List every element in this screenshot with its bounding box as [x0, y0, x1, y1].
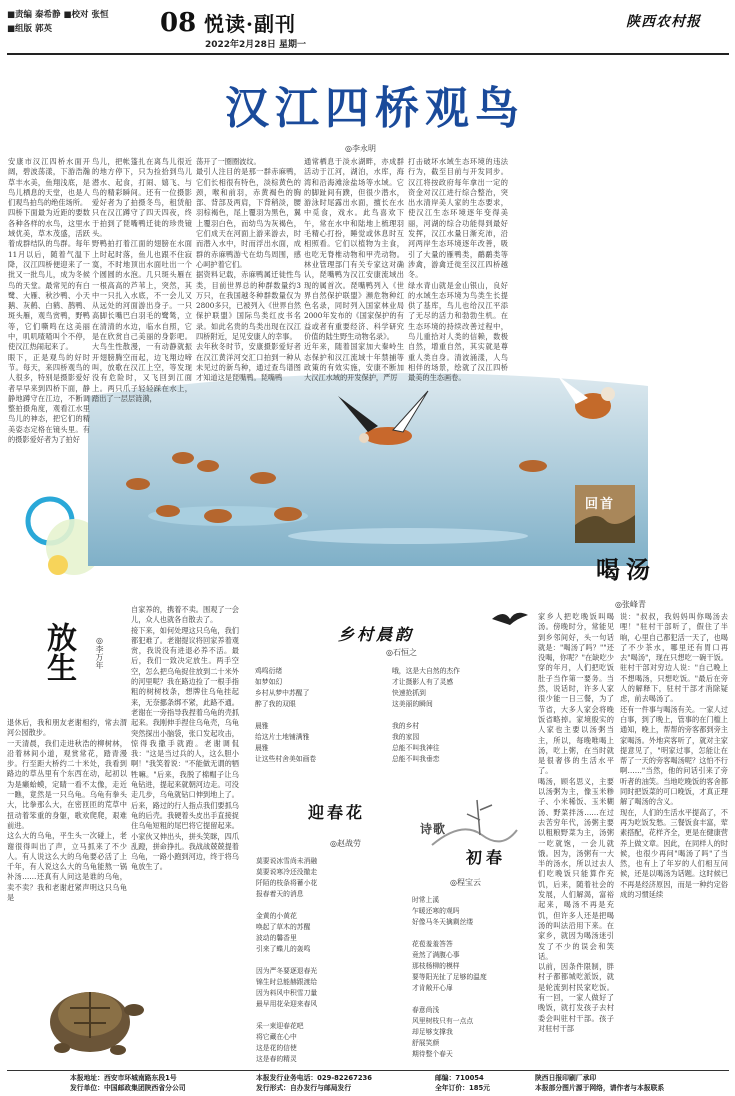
chuchun-label: 诗歌	[420, 822, 447, 836]
footer-rule	[7, 1070, 729, 1071]
main-author: ◎李永明	[345, 144, 376, 153]
hetang-col-1: 家乡人把吃晚饭叫喝汤。傍晚时分，常能见到乡邻间好，头一句话就是："喝汤了吗？""还没喝，你呢？"在缺吃少穿的年月，人们把吃饭肚子当作第一要务。当然，说话时，许多人家很少能一日三餐，为了节省，大多人家会将晚饭省略掉。家境殷实的人家也主要以汤粥当主，所以，每晚唯喝上汤，吃上粥，在当时就是很奢侈的生活水平了。 喝汤，顾名思义，主要以汤粥为主，像玉米糁子、小米稀饭、玉米糊汤、野菜拌汤……在过去苦穷年代，汤粥主要以粗粮野菜为主，汤粥一吃就饱，一会儿就饿。因为，汤粥有一大半的汤水，所以过去人们吃晚饭只能算作充饥，后来，随着社会的发展，人们解渴，富裕起来，喝汤不再是充饥，但许多人还是把喝汤的叫法沿用下来。在家乡，就因为喝汤迷引发了不少的误会和笑话。 以前，因条件限制，胖村子都都城吃派饭，就是轮流到村民家吃饭。有一回，一家人做好了晚饭，就打发孩子去村委会叫驻村干部。孩子对驻村干部	[538, 612, 614, 1033]
column-name: 悦读·副刊	[204, 12, 296, 36]
xiangcun-verse-right: 哦，这是大自然的杰作 才让摄影人有了灵感 快速抢抓到 这美丽的瞬间 我的乡村 我的家园 总能不叫我神往 总能不叫我垂恋	[392, 667, 460, 763]
hetang-title: 喝汤	[596, 555, 656, 584]
page-number: 08	[160, 8, 197, 38]
yingchun-title: 迎春花	[308, 803, 366, 822]
fangsheng-author: ◎李万年	[95, 636, 104, 669]
main-col-4: 通常栖息于淡水湖畔，亦成群活动于江河，湖泊，水库，海湾和沿海滩涂盐场等水域。它的脚趾间有蹼，但很少潜水，游泳时尾露出水面，擅长在水中觅食，戏水。此鸟喜欢下午，常在水中和陆地上梳理羽毛精心打扮，睡觉或休息时互相照看。它们以植物为主食，也吃无脊椎动物和甲壳动物。林业管理部门有关专家这对确认，琵嘴鸭为汉江安康流域出现的属首次。琵嘴鸭列入《世界自然保护联盟》濒危物种红色名录，同时列入国家林业局2000年发布的《国家保护的有益或者有重要经济、科学研究价值的陆生野生动物名录》。 近年来，随着国家加大秦岭生态保护和汉江流域十年禁捕等政策的有效实施，安康不断加大汉江水域的开发保护，严厉	[304, 157, 404, 383]
main-col-2: 鸟儿，把帐篷扎在离鸟儿很近的地方停下，只为捡拾到鸟儿潜水、起食，打闹、嬉飞、与鸟的精彩瞬间。还有一位摄影爱好者为了拍摄冬鸟，租赁船只在汉江蹲守了四天四夜，终于拍到了琵嘴鸭迁徙的珍贵镜头。 野鸭拍打着江面的翅膀在水面上时起时落，鱼儿也跟不住寂寞，不时地顶出水面吐出一个个圆圆的水泡。几只斑头雁在一根高高的芦苇上，突然，其中一只扎入水底，不一会儿又从远处的河面游出身子。一只高脚长嘴巴白羽毛的鹭鸶，立在清清的水边，临水自照，它是在欣赏自己美丽的身影吧。大鸟生性散漫，一有动静就振开翅膀腾空而起，边飞翔边啼叫，放歌在汉江上空，等发现没有危险时，又飞回到江面上。两只爪子轻轻踩在水上，踏出了一层层涟漪，	[92, 157, 192, 403]
hetang-col-2: 说："叔叔，我妈妈叫你喝汤去哩！"驻村干部听了，假住了半晌，心里自己都犯活一天了，也喝了不少茶水，哪里还有胃口再去"喝汤"，现在只想吃一碗干饭。驻村干部对穷边人说："自己晚上不想喝汤，只想吃饭。"最后在旁人的解释下，驻村干部才消除疑虑，前去喝汤了。 还有一件事与喝汤有关。一家人过白事，到了晚上，管事的在门槛上通知，晚上，帮帮的旁客都到旁主家喝汤。外地宾客听了，就对主家提意见了，"明家过事，怎能让在帮了一天的旁客喝汤呢？这怕不行啊……"当然，他的问话引来了旁听者的油笑。当地吃晚饭的客舍都同时把饭菜的可口晚饭，才真正理解了喝汤的含义。 现在，人们的生活水平提高了，不再为吃饭发愁。三餐饭食丰富，荤素搭配，花样齐全，更是在健康营养上做文章。因此，在同样人的时候，也很少再问"喝汤了吗"了当然，也有上了年岁的人们相互问候，还是以喝汤为话题。这时候已不再是经济原因，而是一种约定俗成的习惯延续	[620, 612, 728, 900]
main-col-3: 荡开了一圈圈波纹。 最引人注目的是那一群赤麻鸭，它们长相很有特色，淡棕黄色的颈，喉和前羽，赤黄褐色的胸部、背部及两肩，下背稍淡，腰羽棕褐色，尾上覆羽为黑色，翼上覆羽白色，而幼鸟为灰褐色，它们成天在河面上游来游去，时而潜入水中，时而浮出水面，成群的赤麻鸭游弋在幼鸟周围，感心呵护着它们。 据资料记载，赤麻鸭属迁徙性鸟类，目前世界总的种群数量约3万只，在我国越冬种群数量仅为2800多只，已被列入《世界自然保护联盟》国际鸟类红皮书名录。如此名贵的鸟类出现在汉江四桥附近，足见安康人的幸事。 去年秋冬时节，安康摄影爱好者在汉江黄洋河交汇口拍到一种从未见过的新鸟种，通过查鸟谱图才知道这是琵嘴鸭。琵嘴鸭	[196, 157, 301, 383]
editor-credits: ■责编 秦希静 ■校对 张恒 ■组版 郭英	[7, 10, 109, 34]
main-col-1: 安康市汉江四桥水面开阔，碧波荡漾，下游浩瀚草丰水美，鱼翔浅底，是鸟儿栖息的天堂，也是人们观鸟拍鸟的绝佳场所。 四桥下面最为近距的要数各种各样的水鸟，这里水域优美，草木茂盛，活跃着成群结队的鸟群。每年11月以后，随着气温下降，汉江四桥便迎来了一批又一批鸟儿，成为冬候鸟的天堂。最常见的有白鹭、大雁、秋沙鸭、小天鹅、灰鹤、白鹤、鹊鸭、斑头雁，观鸟赏鸭，野鸭等，它们嘶鸣在这美丽中，叽叽喳喳叫个不停，使汉江热闹起来了。 眼下，正是观鸟的好时节。每天，来四桥观鸟的人很多，特别是摄影爱好者早早来到四桥下面，静静地蹲守在江边，不断调整拍摄角度，观看江水里鸟儿的神态，把它们的精美姿态定格在镜头里。有的摄影爱好者为了拍好	[8, 157, 90, 445]
footer-printer: 陕西日报印刷厂承印 本报部分图片源于网络，请作者与本报联系	[535, 1074, 665, 1092]
chuchun-author: ◎程宝云	[450, 878, 481, 887]
hetang-banner	[575, 485, 635, 543]
fangsheng-title: 放生	[41, 622, 76, 682]
footer-distribution: 本报发行业务电话：029-82267236 发行形式：自办发行与邮局发行	[256, 1074, 373, 1092]
chuchun-verse: 时常上溪 乍暖还寒的观吗 好像马冬天擒剩丝缕 花苞羞羞答答 竟然了满腹心事 那枝杨柳的模样 要等阳光扯了足够的温度 才肯敞开心扉 春意尚浅 风里树枝只有一点点 却足够支撑我 舒展笑颜 期待整个春天	[412, 896, 487, 1058]
hetang-author: ◎张峰青	[615, 600, 646, 609]
xiangcun-verse-left: 鸡鸣衍绪 如梦如幻 乡村从梦中苏醒了 醉了我的双眼 晨雅 给这片土地铺满雅 晨雅 让这些村舍美如画卷	[255, 667, 317, 763]
header-rule	[7, 53, 729, 55]
swallow-icon	[490, 605, 530, 635]
fangsheng-col-1: 退休后，我和朋友老谢相约，常去渭河公园散步。 一天清晨，我们走进秋浩的柳树林，沿着林间小道，观赏常花，踏青漫步。行至距大桥约二十米处，我看到路边的草丛里有个东西在动，起初以为是癞蛤蟆，定睛一看不太像，走近一瞧，竟然是一只乌龟。乌龟有拳头大，比拳那么大，在密匝匝的荒草中扭动着笨重的身躯，歌欢爬爬，艰难前进。 这么大的乌龟，平生头一次碰上，老谢很得叫出了声，立马抓来了不少人。有人说这么大的乌龟要必活了上千年，有人说这么大的乌龟能熬一锅补汤……还真有人问这是谁的乌龟，卖不卖？我和老谢赶紧声明这只乌龟是	[7, 718, 127, 903]
main-title: 汉江四桥观鸟	[225, 83, 525, 134]
turtle-illustration	[40, 948, 150, 1068]
yingchun-author: ◎赵战劳	[330, 839, 361, 848]
issue-date: 2022年2月28日 星期一	[205, 40, 306, 50]
main-col-5: 打击破坏水域生态环境的违法行为，截至目前与开发同步。汉江将按政府每年拿出一定的资金对汉江进行综合整治，突出水清岸美人家的生态要求，使汉江生态环境逐年变得美丽，河湖的综合功能得到最好发挥，汉江水量日渐充沛，沿河两岸生态环境逐年改善，吸引了大量的雁鸭类，鹬鹬类等涉禽，游禽迁徙至汉江四桥越冬。 绿水青山就是金山银山，良好的水域生态环境为鸟类生长提供了基库，鸟儿也给汉江平添了无尽的活力和勃勃生机。在生态环境的持续改善过程中，鸟儿重拾对人类的信赖，数极自然，增重自然，其实就是尊重人类自身。清波涌漾，人鸟相伴的场景，绘就了汉江四桥最美的生态画卷。	[408, 157, 508, 383]
chuchun-title: 初春	[466, 848, 507, 867]
footer-price: 邮编：710054 全年订价：185元	[435, 1074, 490, 1092]
xiangcun-author: ◎石恒之	[386, 648, 417, 657]
footer-address: 本报地址：西安市环城南路东段1号 发行单位：中国邮政集团陕西省分公司	[70, 1074, 186, 1092]
bird-water-illustration	[88, 366, 648, 566]
hetang-label: 回首	[585, 497, 616, 512]
fangsheng-col-2: 自家养的，携着不卖。围观了一会儿，众人也就各自散去了。 接下来，如何处理这只乌龟，我们都犯难了。老谢提议将回家养着观赏，我说没有进退必养不活。最后，我们一致决定放生。两手空空，怎么把乌龟捉住放到二十米外的河里呢？我在路边捡了一根手指粗的树树枝条，想牌住乌龟挂起来，无奈挪条绑不紧，此路不通。老谢在一旁指导我捏着乌龟的壳抓起来。我刚伸手捏住乌龟壳，乌龟突然探出小脑袋，张口发起攻击，惊得我撒手就跑。老谢调侃我："这是当过兵的人，这么胆小啊！"我笑着说："不能做无谓的牺牲嘛。"后来，我脱了棉帽子让乌龟钻进，提起来就朝河边走。可没走几步，乌龟就钻口伸到地上了。 后来，路过的行人指点我们要抓乌龟的后壳。我硬着头皮出手直接捉住乌龟短粗的尾巴将它提留起来。小家伙又伸出头，拼头笑眯，四爪乱蹬，拼命挣扎。我战战兢兢提着乌龟，一路小跑到河边，终于将乌龟放生了。	[131, 605, 239, 872]
newspaper-logo: 陕西农村报	[626, 14, 701, 30]
yingchun-verse: 莫要说冰雪尚未消融 莫要说寒冷还没撤走 阡陌的枝条将蓄小花 报春着天的消息 金黄的小黄花 唤起了草木的苏醒 波动的馨香里 引来了蝶儿的轰鸣 因为严冬要逐退春光 锦生时总能赫跟渡给 因为料风中积雪刀量 最早用花朵迎来春风 采一束迎春花吧 将它藏在心中 这是花的信使 这是春的精灵	[256, 857, 318, 1063]
turtle-icon	[40, 948, 150, 1068]
xiangcun-title: 乡村晨韵	[338, 625, 415, 644]
bird-photo	[88, 366, 648, 566]
